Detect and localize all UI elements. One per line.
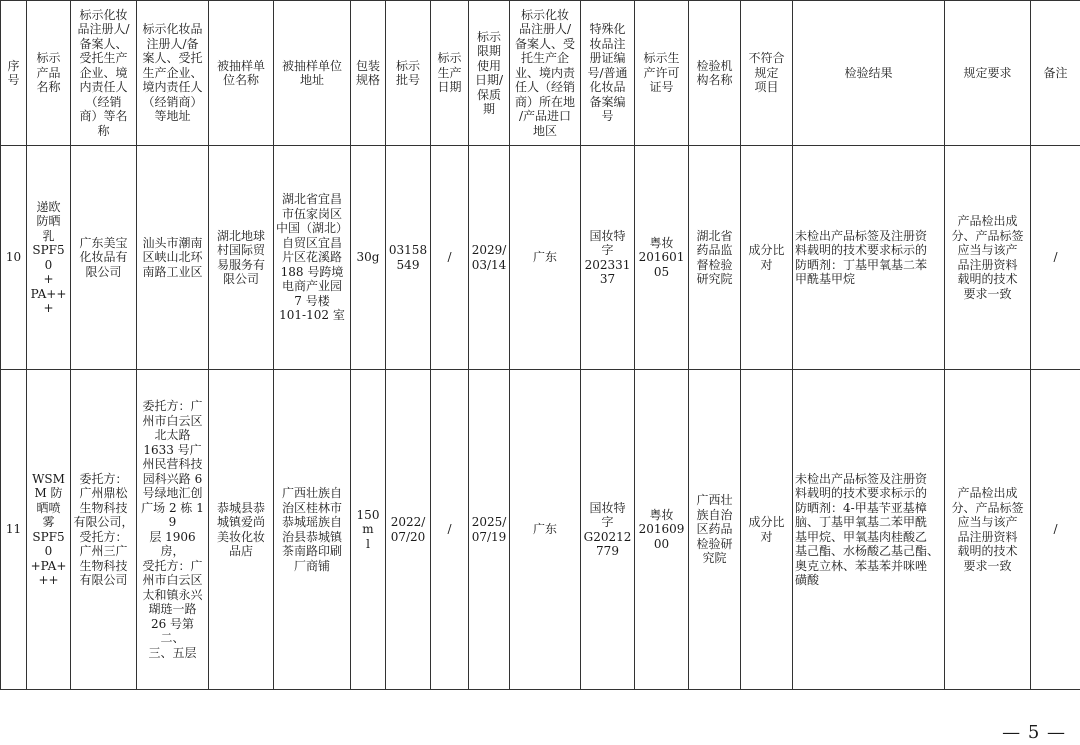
header-cell-registrant: 标示化妆 品注册人/ 备案人、 受托生产 企业、境 内责任人 （经销 商）等名 称 bbox=[71, 1, 137, 146]
cell-batch: 03158 549 bbox=[386, 146, 431, 370]
cell-registrant-address: 汕头市潮南 区峡山北环 南路工业区 bbox=[137, 146, 209, 370]
cell-product: 递欧 防晒 乳 SPF50 + PA++ + bbox=[27, 146, 71, 370]
cell-production-date: / bbox=[431, 370, 469, 690]
cell-institute: 广西壮 族自治 区药品 检验研 究院 bbox=[689, 370, 741, 690]
cell-sampled-unit: 湖北地球 村国际贸 易服务有 限公司 bbox=[209, 146, 274, 370]
header-cell-sampled-address: 被抽样单位 地址 bbox=[274, 1, 351, 146]
cell-expiry: 2025/ 07/19 bbox=[469, 370, 510, 690]
cell-nonconforming: 成分比 对 bbox=[741, 146, 793, 370]
cell-result: 未检出产品标签及注册资 料载明的技术要求标示的 防晒剂：丁基甲氧基二苯 甲酰基甲烷 bbox=[793, 146, 945, 370]
header-cell-result: 检验结果 bbox=[793, 1, 945, 146]
cell-sampled-address: 湖北省宜昌 市伍家岗区 中国（湖北） 自贸区宜昌 片区花溪路 188 号跨境 电商产业园 7 号楼 101-102 室 bbox=[274, 146, 351, 370]
cell-package: 30g bbox=[351, 146, 386, 370]
header-cell-institute: 检验机 构名称 bbox=[689, 1, 741, 146]
cell-production-license: 粤妆 201609 00 bbox=[635, 370, 689, 690]
cell-requirement: 产品检出成 分、产品标签 应当与该产 品注册资料 载明的技术 要求一致 bbox=[945, 370, 1031, 690]
cell-sampled-unit: 恭城县恭 城镇爱尚 美妆化妆 品店 bbox=[209, 370, 274, 690]
header-cell-nonconforming: 不符合 规定 项目 bbox=[741, 1, 793, 146]
cell-package: 150m l bbox=[351, 370, 386, 690]
cell-license-reg: 国妆特 字 G20212 779 bbox=[581, 370, 635, 690]
table-header-row bbox=[1, 1, 1080, 146]
header-cell-registrant-address: 标示化妆品 注册人/备 案人、受托 生产企业、 境内责任人 （经销商） 等地址 bbox=[137, 1, 209, 146]
cell-registrant: 委托方： 广州鼎松 生物科技 有限公司， 受托方： 广州三广 生物科技 有限公司 bbox=[71, 370, 137, 690]
cell-production-date: / bbox=[431, 146, 469, 370]
header-cell-batch: 标示 批号 bbox=[386, 1, 431, 146]
cell-remark: / bbox=[1031, 370, 1080, 690]
cell-sampled-address: 广西壮族自 治区桂林市 恭城瑶族自 治县恭城镇 茶南路印刷 厂商铺 bbox=[274, 370, 351, 690]
header-cell-expiry: 标示 限期 使用 日期/ 保质 期 bbox=[469, 1, 510, 146]
cell-institute: 湖北省 药品监 督检验 研究院 bbox=[689, 146, 741, 370]
cell-requirement: 产品检出成 分、产品标签 应当与该产 品注册资料 载明的技术 要求一致 bbox=[945, 146, 1031, 370]
header-cell-seq: 序 号 bbox=[1, 1, 27, 146]
table-row bbox=[1, 370, 1080, 690]
cell-batch: 2022/ 07/20 bbox=[386, 370, 431, 690]
cell-expiry: 2029/ 03/14 bbox=[469, 146, 510, 370]
cell-seq: 10 bbox=[1, 146, 27, 370]
header-cell-product: 标示 产品 名称 bbox=[27, 1, 71, 146]
header-cell-region: 标示化妆 品注册人/ 备案人、受 托生产企 业、境内责 任人（经销 商）所在地 /产品进口 地区 bbox=[510, 1, 581, 146]
cell-region: 广东 bbox=[510, 146, 581, 370]
cell-license-reg: 国妆特 字 202331 37 bbox=[581, 146, 635, 370]
cell-remark: / bbox=[1031, 146, 1080, 370]
header-cell-license-reg: 特殊化 妆品注 册证编 号/普通 化妆品 备案编 号 bbox=[581, 1, 635, 146]
header-cell-sampled-unit: 被抽样单 位名称 bbox=[209, 1, 274, 146]
header-cell-production-date: 标示 生产 日期 bbox=[431, 1, 469, 146]
cell-production-license: 粤妆 201601 05 bbox=[635, 146, 689, 370]
cell-registrant-address: 委托方：广 州市白云区 北太路 1633 号广 州民营科技 园科兴路 6 号绿地汇创 广场 2 栋 19 层 1906 房， 受托方：广 州市白云区 太和镇永兴 瑚琏一路 26 号第二、 三、五层 bbox=[137, 370, 209, 690]
cell-product: WSM M 防 晒喷 雾 SPF50 +PA+ ++ bbox=[27, 370, 71, 690]
header-cell-requirement: 规定要求 bbox=[945, 1, 1031, 146]
header-cell-production-license: 标示生 产许可 证号 bbox=[635, 1, 689, 146]
cell-region: 广东 bbox=[510, 370, 581, 690]
table-row bbox=[1, 146, 1080, 370]
cell-registrant: 广东美宝 化妆品有 限公司 bbox=[71, 146, 137, 370]
cell-result: 未检出产品标签及注册资 料载明的技术要求标示的 防晒剂：4-甲基苄亚基樟 脑、丁基甲氧基二苯甲酰 基甲烷、甲氧基肉桂酸乙 基己酯、水杨酸乙基己酯、 奥克立林、苯基苯并咪唑 磺酸 bbox=[793, 370, 945, 690]
header-cell-package: 包装 规格 bbox=[351, 1, 386, 146]
cell-nonconforming: 成分比 对 bbox=[741, 370, 793, 690]
cell-seq: 11 bbox=[1, 370, 27, 690]
header-cell-remark: 备注 bbox=[1031, 1, 1080, 146]
page-number: — 5 — bbox=[1002, 722, 1066, 743]
